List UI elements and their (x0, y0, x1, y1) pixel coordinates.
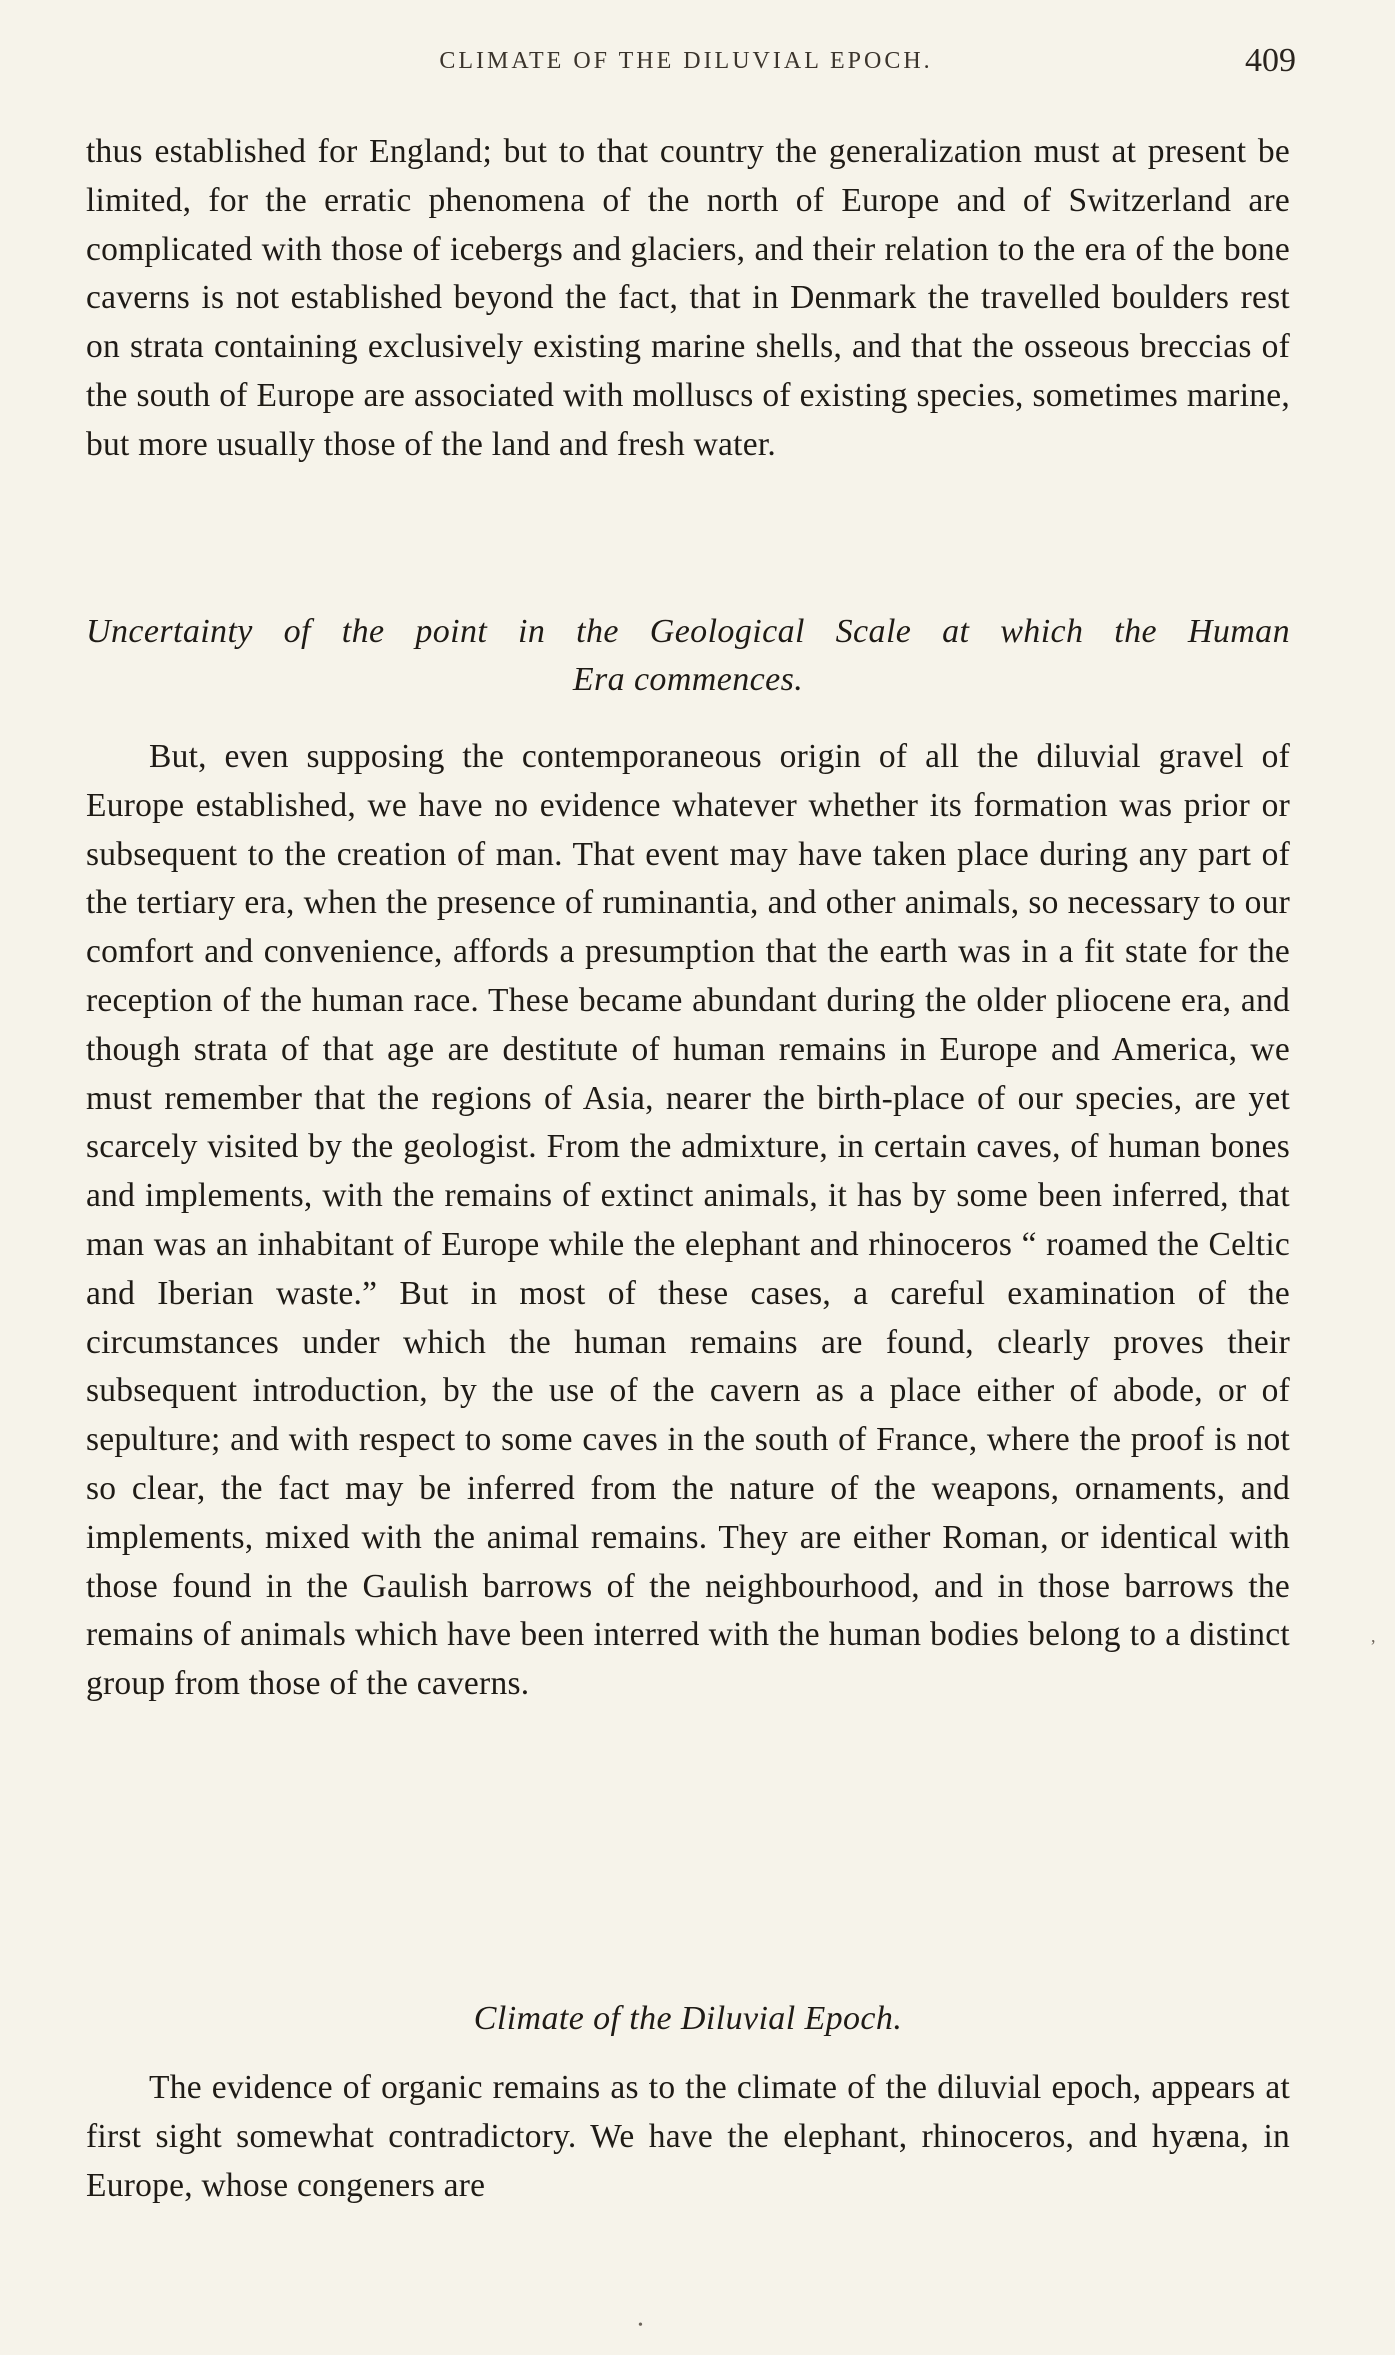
paragraph-2-block (86, 733, 1290, 1709)
margin-mark: , (1371, 1626, 1376, 1646)
paragraph-1-block (86, 128, 1290, 470)
section-heading-1-line-2: Era commences. (572, 661, 804, 698)
running-head (86, 42, 1296, 88)
paragraph-3-block (86, 2064, 1290, 2210)
section-heading-climate: Climate of the Diluvial Epoch. (473, 2000, 903, 2037)
section-heading-uncertainty (86, 608, 1290, 704)
section-heading-1-line-1: Uncertainty of the point in the Geological Scale at which the Human (86, 613, 1290, 650)
paragraph-2: But, even supposing the contemporaneous origin of all the diluvial gravel of Europe established, we have no evidence whatever whether its formation was prior or subsequent to the creation of man. That event may have taken place during any part of the tertiary era, when the presence of ruminantia, and other animals, so necessary to our comfort and convenience, affords a presumption that the earth was in a fit state for the reception of the human race. These became abundant during the older pliocene era, and though strata of that age are destitute of human remains in Europe and America, we must remember that the regions of Asia, nearer the birth-place of our species, are yet scarcely visited by the geologist. From the admixture, in certain caves, of human bones and implements, with the remains of extinct animals, it has by some been inferred, that man was an inhabitant of Europe while the elephant and rhinoceros “ roamed the Celtic and Iberian waste.” But in most of these cases, a careful examination of the circumstances under which the human remains are found, clearly proves their subsequent introduction, by the use of the cavern as a place either of abode, or of sepulture; and with respect to some caves in the south of France, where the proof is not so clear, the fact may be inferred from the nature of the weapons, ornaments, and implements, mixed with the animal remains. They are either Roman, or identical with those found in the Gaulish barrows of the neighbourhood, and in those barrows the remains of animals which have been interred with the human bodies belong to a distinct group from those of the caverns. (86, 738, 1290, 1703)
page-number: 409 (1245, 42, 1296, 79)
running-title: CLIMATE OF THE DILUVIAL EPOCH. (439, 48, 933, 74)
paragraph-1: thus established for England; but to that country the generalization must at present be limited, for the erratic phenomena of the north of Europe and of Switzerland are complicated with those of icebergs and glaciers, and their relation to the era of the bone caverns is not established beyond the fact, that in Denmark the travelled boulders rest on strata containing exclusively existing marine shells, and that the osseous breccias of the south of Europe are associated with molluscs of existing species, sometimes marine, but more usually those of the land and fresh water. (86, 133, 1290, 463)
section-heading-1-block (86, 608, 1290, 704)
bottom-speck: • (638, 2318, 643, 2333)
paragraph-3: The evidence of organic remains as to the climate of the diluvial epoch, appears at first sight somewhat contradictory. We have the elephant, rhinoceros, and hyæna, in Europe, whose congeners are (86, 2069, 1290, 2204)
section-heading-2-block (86, 1995, 1290, 2043)
